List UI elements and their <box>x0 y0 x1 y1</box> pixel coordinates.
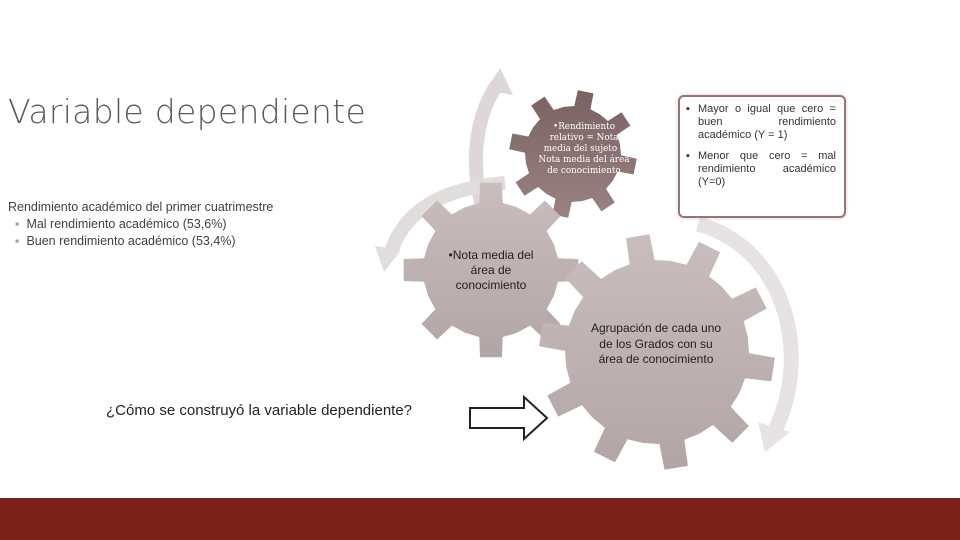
bullet-icon: ▪ <box>15 234 20 248</box>
bullet-icon: ▪ <box>15 217 20 231</box>
gear-small-label: •Rendimiento relativo = Nota media del sujeto – Nota media del área de conocimiento <box>538 122 630 176</box>
block-arrow-right <box>470 397 547 439</box>
callout-item: ▪ Mayor o igual que cero = buen rendimiento académico (Y = 1) <box>686 103 836 141</box>
gear-large-label: Agrupación de cada uno de los Grados con su área de conocimiento <box>590 321 722 366</box>
callout-item: ▪ Menor que cero = mal rendimiento académico (Y=0) <box>686 150 836 188</box>
question-text: ¿Cómo se construyó la variable dependiente? <box>106 402 413 419</box>
description-heading: Rendimiento académico del primer cuatrimestre <box>8 200 274 214</box>
dependent-variable-description <box>8 199 273 250</box>
gear-medium-label: •Nota media del área de conocimiento <box>448 248 534 292</box>
callout-box <box>678 95 846 218</box>
bottom-bar <box>0 498 960 540</box>
bullet-item: ▪ Buen rendimiento académico (53,4%) <box>15 234 236 248</box>
slide-title: Variable dependiente <box>8 92 367 131</box>
bullet-icon: ▪ <box>686 150 690 162</box>
curved-arrow-left-head <box>375 246 401 272</box>
bullet-item: ▪ Mal rendimiento académico (53,6%) <box>15 217 227 231</box>
bullet-icon: ▪ <box>686 103 690 115</box>
